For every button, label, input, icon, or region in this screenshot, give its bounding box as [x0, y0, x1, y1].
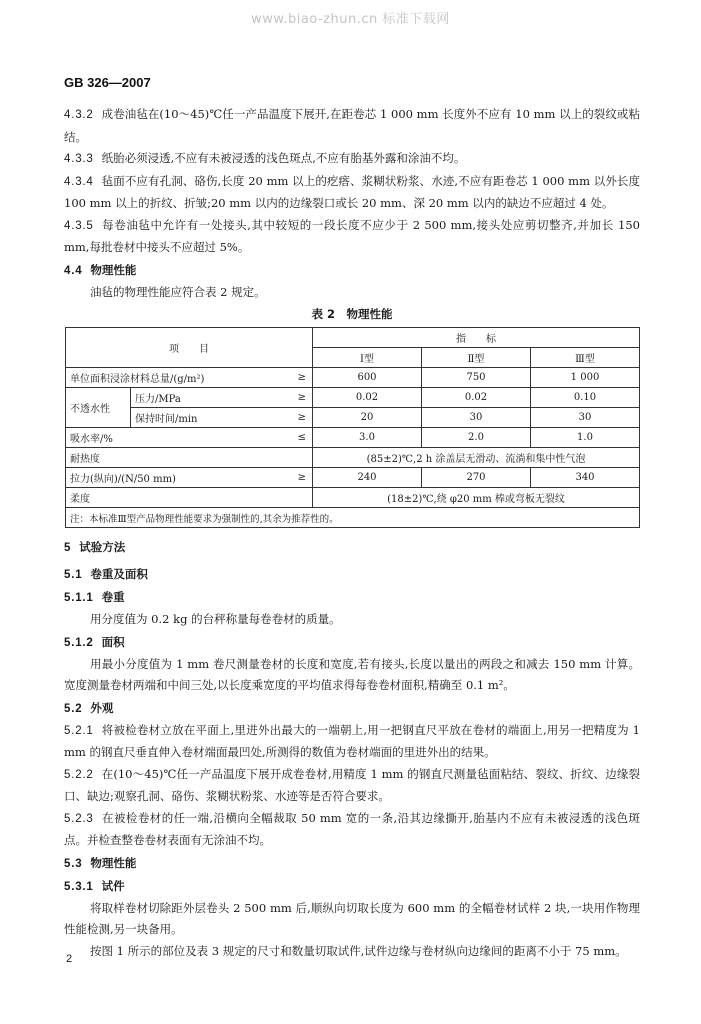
clause-number: 5.2.3: [64, 812, 94, 825]
heading-text: 物理性能: [90, 855, 137, 870]
table-row: [66, 368, 640, 388]
clause-5-1-2-text: 用最小分度值为 1 mm 卷尺测量卷材的长度和宽度,若有接头,长度以量出的两段之和减去 150 mm 计算。宽度测量卷材两端和中间三处,以长度乘宽度的平均值求得每卷卷材面积,精确至 0.1 m²。: [64, 656, 640, 692]
document-body: [64, 104, 640, 962]
heading-text: 试件: [101, 878, 125, 893]
header-type-2: Ⅱ型: [422, 348, 531, 368]
clause-number: 4.3.2: [64, 109, 94, 121]
table-header-row: [66, 328, 640, 348]
standard-code: GB 326—2007: [64, 75, 151, 90]
heading-number: 4.4: [64, 264, 83, 277]
table-row: [66, 388, 640, 408]
clause-text: 成卷油毡在(10～45)℃任一产品温度下展开,在距卷芯 1 000 mm 长度外不应有 10 mm 以上的裂纹或粘结。: [64, 107, 640, 144]
row-label: 拉力(纵向)/(N/50 mm): [66, 468, 287, 488]
heading-5-3-1: [64, 875, 640, 898]
heading-text: 卷重: [101, 590, 125, 604]
row-label: 单位面积浸涂材料总量/(g/m²): [66, 368, 287, 388]
clause-5-2-2: [64, 764, 640, 808]
header-item: 项 目: [66, 328, 313, 368]
row-value-type-2: 270: [422, 468, 531, 488]
clause-4-4-text: 油毡的物理性能应符合表 2 规定。: [90, 284, 266, 299]
row-value-type-3: 0.10: [531, 388, 640, 408]
heading-5: [64, 536, 640, 559]
clause-text: 在(10～45)℃任一产品温度下展开成卷卷材,用精度 1 mm 的钢直尺测量毡面粘结、裂纹、折纹、边缘裂口、缺边;观察孔洞、硌伤、浆糊状粉浆、水迹等是否符合要求。: [64, 766, 640, 803]
row-operator: ≥: [286, 468, 313, 488]
heading-number: 5.3: [64, 857, 83, 870]
clause-4-3-4: [64, 171, 640, 215]
row-label: 保持时间/min: [131, 408, 287, 428]
header-index: 指 标: [313, 328, 640, 348]
heading-text: 面积: [101, 634, 125, 649]
clause-5-3-1-text-b: 按图 1 所示的部位及表 3 规定的尺寸和数量切取试件,试件边缘与卷材纵向边缘间的距离不小于 75 mm。: [90, 943, 627, 958]
heading-number: 5.3.1: [64, 880, 94, 893]
clause-4-3-3: [64, 148, 640, 171]
row-value-type-1: 0.02: [313, 388, 422, 408]
clause-5-2-1: [64, 720, 640, 764]
row-value-type-2: 750: [422, 368, 531, 388]
clause-number: 4.3.4: [64, 175, 94, 188]
row-value-type-1: 3.0: [313, 428, 422, 448]
heading-text: 卷重及面积: [90, 567, 148, 581]
heading-number: 5.1: [64, 569, 83, 581]
row-label: 吸水率/%: [66, 428, 287, 448]
row-value-type-3: 1.0: [531, 428, 640, 448]
clause-text: 每卷油毡中允许有一处接头,其中较短的一段长度不应少于 2 500 mm,接头处应剪切整齐,并加长 150 mm,每批卷材中接头不应超过 5%。: [64, 217, 640, 254]
table-row: [66, 448, 640, 468]
table-row: [66, 408, 640, 428]
clause-text: 毡面不应有孔洞、硌伤,长度 20 mm 以上的疙瘩、浆糊状粉浆、水迹,不应有距卷芯 1 000 mm 以外长度 100 mm 以上的折纹、折皱;20 mm 以内的边缘裂口或长 20 mm、深 20 mm 以内的缺边不应超过 4 处。: [64, 173, 640, 210]
clause-text: 纸胎必须浸透,不应有未被浸透的浅色斑点,不应有胎基外露和涂油不均。: [101, 151, 466, 165]
page-number: 2: [66, 953, 73, 965]
row-value-type-2: 0.02: [422, 388, 531, 408]
header-type-1: Ⅰ型: [313, 348, 422, 368]
clause-number: 4.3.5: [64, 219, 94, 232]
row-label: 耐热度: [66, 448, 313, 468]
header-type-3: Ⅲ型: [531, 348, 640, 368]
row-operator: ≥: [286, 368, 313, 388]
heading-number: 5.2: [64, 702, 83, 715]
row-operator: ≤: [286, 428, 313, 448]
clause-number: 4.3.3: [64, 153, 94, 165]
clause-text: 在被检卷材的任一端,沿横向全幅裁取 50 mm 宽的一条,沿其边缘撕开,胎基内不应有未被浸透的浅色斑点。并检查整卷卷材表面有无涂油不均。: [64, 810, 640, 847]
heading-4-4: [64, 259, 640, 282]
row-value-type-2: 30: [422, 408, 531, 428]
row-value-type-3: 30: [531, 408, 640, 428]
heading-5-2: [64, 697, 640, 720]
clause-5-3-1-text-a: 将取样卷材切除距外层卷头 2 500 mm 后,顺纵向切取长度为 600 mm 的全幅卷材试样 2 块,一块用作物理性能检测,另一块备用。: [64, 900, 640, 936]
heading-number: 5: [64, 542, 72, 554]
table-row: [66, 488, 640, 508]
row-operator: ≥: [286, 388, 313, 408]
clause-4-3-5: [64, 215, 640, 259]
heading-5-1-2: [64, 631, 640, 654]
heading-5-3: [64, 852, 640, 875]
row-label: 柔度: [66, 488, 313, 508]
table-row: [66, 468, 640, 488]
row-operator: ≥: [286, 408, 313, 428]
heading-text: 物理性能: [90, 262, 137, 277]
clause-5-1-1-text: 用分度值为 0.2 kg 的台秤称量每卷卷材的质量。: [90, 612, 341, 626]
section-5: [64, 536, 640, 962]
row-label: 压力/MPa: [131, 388, 287, 408]
row-value-type-1: 240: [313, 468, 422, 488]
clause-number: 5.2.1: [64, 724, 94, 737]
table-note-row: [66, 508, 640, 528]
heading-5-1-1: [64, 586, 640, 609]
table-note: 注：本标准Ⅲ型产品物理性能要求为强制性的,其余为推荐性的。: [66, 508, 640, 528]
table-row: [66, 428, 640, 448]
heading-5-1: [64, 563, 640, 586]
watermark: www.biao-zhun.cn 标准下载网: [251, 12, 450, 27]
row-value-type-3: 1 000: [531, 368, 640, 388]
clause-4-3-2: [64, 104, 640, 148]
heading-text: 外观: [90, 700, 114, 715]
clause-number: 5.2.2: [64, 768, 94, 781]
row-value-type-1: 600: [313, 368, 422, 388]
clause-5-2-3: [64, 808, 640, 852]
table-caption: 表 2 物理性能: [311, 307, 393, 321]
row-merged-value: (18±2)℃,绕 φ20 mm 棒或弯板无裂纹: [313, 488, 640, 508]
row-value-type-3: 340: [531, 468, 640, 488]
heading-text: 试验方法: [79, 540, 126, 554]
row-merged-value: (85±2)℃,2 h 涂盖层无滑动、流淌和集中性气泡: [313, 448, 640, 468]
row-group-label: 不透水性: [66, 388, 131, 428]
row-value-type-1: 20: [313, 408, 422, 428]
heading-number: 5.1.2: [64, 636, 94, 649]
heading-number: 5.1.1: [64, 592, 94, 604]
clause-text: 将被检卷材立放在平面上,里进外出最大的一端朝上,用一把钢直尺平放在卷材的端面上,用另一把精度为 1 mm 的钢直尺垂直伸入卷材端面最凹处,所测得的数值为卷材端面的里进外出的结果。: [64, 722, 640, 759]
row-value-type-2: 2.0: [422, 428, 531, 448]
physical-properties-table: [65, 327, 640, 528]
